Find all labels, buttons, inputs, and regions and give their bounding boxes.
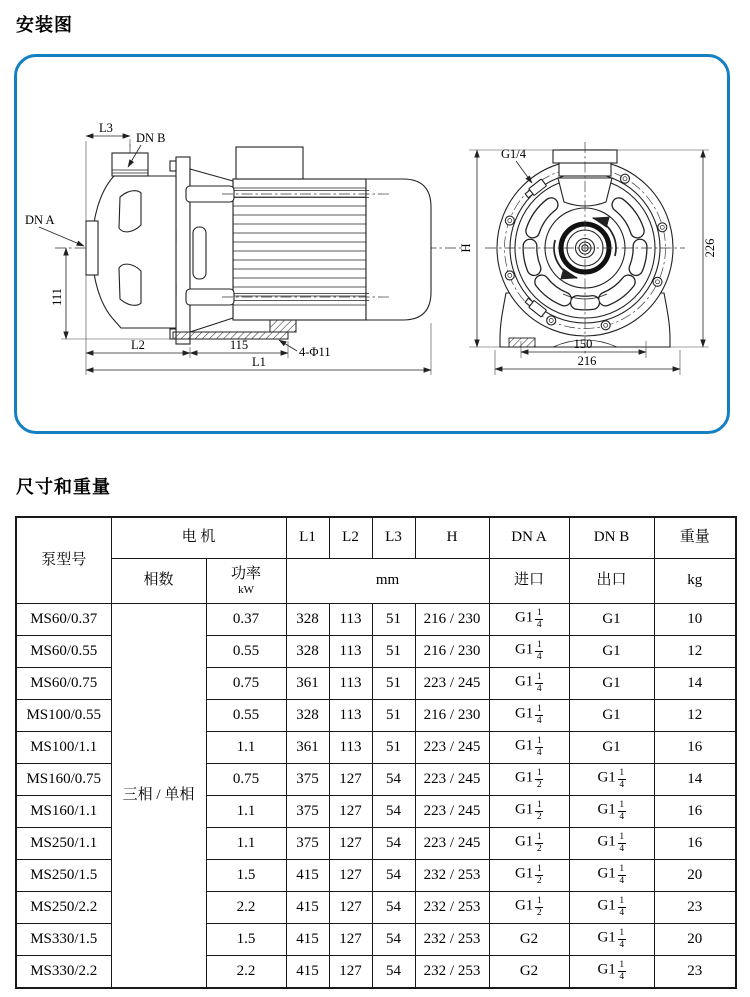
cell-l2: 127: [329, 764, 372, 796]
col-dn-b: DN B: [569, 517, 654, 559]
cell-h: 232 / 253: [415, 924, 489, 956]
cell-dn_a: G1 $\frac{1}{2}$: [489, 860, 569, 892]
dim-dna-label: DN A: [25, 213, 55, 227]
cell-weight: 23: [654, 956, 736, 989]
cell-dn_b: G1 $\frac{1}{4}$: [569, 764, 654, 796]
cell-l3: 51: [372, 636, 415, 668]
col-kg: kg: [654, 559, 736, 604]
power-label: 功率: [231, 566, 262, 583]
cell-dn_b: G1 $\frac{1}{4}$: [569, 796, 654, 828]
cell-power: 1.1: [206, 828, 286, 860]
cell-weight: 12: [654, 636, 736, 668]
cell-weight: 23: [654, 892, 736, 924]
dim-l3-label: L3: [99, 121, 113, 135]
dim-g14-label: G1/4: [501, 147, 526, 161]
cell-weight: 14: [654, 668, 736, 700]
cell-dn_a: G1 $\frac{1}{4}$: [489, 668, 569, 700]
dimensions-title: 尺寸和重量: [16, 477, 111, 497]
dim-226-label: 226: [703, 238, 717, 258]
installation-diagram-panel: [14, 54, 730, 434]
cell-l3: 54: [372, 764, 415, 796]
cell-h: 232 / 253: [415, 892, 489, 924]
terminal-box: [236, 147, 303, 179]
cell-dn_a: G1 $\frac{1}{4}$: [489, 636, 569, 668]
cell-dn_b: G1 $\frac{1}{4}$: [569, 860, 654, 892]
cell-power: 1.1: [206, 796, 286, 828]
dim-111-label: 111: [50, 288, 64, 306]
cell-power: 2.2: [206, 956, 286, 989]
cell-weight: 12: [654, 700, 736, 732]
cell-l3: 54: [372, 892, 415, 924]
cell-l1: 328: [286, 636, 329, 668]
cell-model: MS160/0.75: [16, 764, 111, 796]
cell-phase-merged: 三相 / 单相: [111, 604, 206, 989]
cell-weight: 16: [654, 732, 736, 764]
cell-weight: 16: [654, 796, 736, 828]
cell-l3: 51: [372, 604, 415, 636]
cell-l1: 415: [286, 956, 329, 989]
cell-dn_a: G2: [489, 924, 569, 956]
cell-power: 1.1: [206, 732, 286, 764]
cell-dn_b: G1: [569, 636, 654, 668]
cell-l1: 415: [286, 892, 329, 924]
cell-dn_a: G1 $\frac{1}{4}$: [489, 604, 569, 636]
cell-l1: 361: [286, 732, 329, 764]
cell-dn_a: G1 $\frac{1}{2}$: [489, 828, 569, 860]
cell-power: 0.75: [206, 764, 286, 796]
cell-l1: 375: [286, 796, 329, 828]
cell-l3: 51: [372, 668, 415, 700]
cell-l2: 127: [329, 860, 372, 892]
cell-h: 223 / 245: [415, 764, 489, 796]
table-row: [16, 604, 736, 636]
cell-power: 0.75: [206, 668, 286, 700]
cell-l2: 127: [329, 828, 372, 860]
cell-power: 0.55: [206, 636, 286, 668]
cell-l3: 51: [372, 732, 415, 764]
cell-power: 0.37: [206, 604, 286, 636]
installation-title: 安装图: [16, 15, 73, 35]
col-l2: L2: [329, 517, 372, 559]
dim-holes-label: 4-Φ11: [299, 345, 331, 359]
cell-weight: 20: [654, 924, 736, 956]
discharge-port: [112, 153, 148, 176]
cell-dn_b: G1: [569, 700, 654, 732]
col-l3: L3: [372, 517, 415, 559]
col-power: [206, 559, 286, 604]
spec-table: [15, 516, 737, 989]
col-l1: L1: [286, 517, 329, 559]
cell-dn_b: G1 $\frac{1}{4}$: [569, 956, 654, 989]
col-dn-a: DN A: [489, 517, 569, 559]
cell-dn_b: G1 $\frac{1}{4}$: [569, 828, 654, 860]
dim-h-label: H: [459, 243, 473, 253]
col-weight: 重量: [654, 517, 736, 559]
dim-115-label: 115: [229, 338, 249, 352]
dim-216-label: 216: [577, 354, 597, 368]
cell-dn_b: G1: [569, 668, 654, 700]
cell-l3: 54: [372, 796, 415, 828]
col-pump-model: 泵型号: [16, 517, 111, 604]
cell-l2: 127: [329, 796, 372, 828]
cell-l2: 113: [329, 732, 372, 764]
cell-l3: 54: [372, 828, 415, 860]
col-phase: 相数: [111, 559, 206, 604]
cell-weight: 14: [654, 764, 736, 796]
cell-l2: 127: [329, 892, 372, 924]
cell-dn_b: G1: [569, 732, 654, 764]
cell-l3: 54: [372, 956, 415, 989]
cell-l1: 328: [286, 700, 329, 732]
suction-flange: [86, 221, 98, 275]
cell-h: 216 / 230: [415, 636, 489, 668]
cell-h: 232 / 253: [415, 860, 489, 892]
cell-l2: 113: [329, 636, 372, 668]
dim-dnb-label: DN B: [136, 131, 166, 145]
cell-l2: 127: [329, 924, 372, 956]
cell-power: 1.5: [206, 860, 286, 892]
pump-front-view: [459, 142, 717, 375]
cell-h: 216 / 230: [415, 700, 489, 732]
cell-model: MS160/1.1: [16, 796, 111, 828]
spec-table-body: [16, 604, 736, 989]
cell-dn_a: G2: [489, 956, 569, 989]
cell-weight: 20: [654, 860, 736, 892]
cell-model: MS100/1.1: [16, 732, 111, 764]
cell-l1: 328: [286, 604, 329, 636]
cell-dn_b: G1: [569, 604, 654, 636]
cell-l2: 127: [329, 956, 372, 989]
cell-model: MS330/2.2: [16, 956, 111, 989]
cell-l1: 375: [286, 764, 329, 796]
col-mm: mm: [286, 559, 489, 604]
col-outlet: 出口: [569, 559, 654, 604]
cell-l1: 415: [286, 860, 329, 892]
cell-l2: 113: [329, 700, 372, 732]
cell-power: 2.2: [206, 892, 286, 924]
cell-model: MS250/2.2: [16, 892, 111, 924]
cell-model: MS330/1.5: [16, 924, 111, 956]
cell-dn_a: G1 $\frac{1}{4}$: [489, 732, 569, 764]
col-inlet: 进口: [489, 559, 569, 604]
header-row-1: [16, 517, 736, 559]
cell-l3: 51: [372, 700, 415, 732]
dim-150-label: 150: [573, 337, 593, 351]
cell-dn_a: G1 $\frac{1}{2}$: [489, 764, 569, 796]
cell-h: 232 / 253: [415, 956, 489, 989]
cell-dn_a: G1 $\frac{1}{2}$: [489, 892, 569, 924]
power-unit-label: kW: [238, 583, 254, 596]
dim-l2-label: L2: [131, 338, 145, 352]
cell-power: 1.5: [206, 924, 286, 956]
col-motor: 电 机: [111, 517, 286, 559]
cell-weight: 10: [654, 604, 736, 636]
cell-model: MS60/0.75: [16, 668, 111, 700]
cell-l1: 375: [286, 828, 329, 860]
cell-h: 223 / 245: [415, 796, 489, 828]
cell-l1: 361: [286, 668, 329, 700]
header-row-2: [16, 559, 736, 604]
cell-model: MS250/1.1: [16, 828, 111, 860]
cell-power: 0.55: [206, 700, 286, 732]
col-h: H: [415, 517, 489, 559]
cell-l3: 54: [372, 924, 415, 956]
cell-l2: 113: [329, 604, 372, 636]
cell-dn_b: G1 $\frac{1}{4}$: [569, 892, 654, 924]
cell-h: 223 / 245: [415, 668, 489, 700]
cell-l1: 415: [286, 924, 329, 956]
cell-h: 223 / 245: [415, 732, 489, 764]
cell-dn_a: G1 $\frac{1}{2}$: [489, 796, 569, 828]
cell-l2: 113: [329, 668, 372, 700]
cell-model: MS60/0.37: [16, 604, 111, 636]
dim-l1-label: L1: [252, 355, 266, 369]
cell-h: 223 / 245: [415, 828, 489, 860]
cell-weight: 16: [654, 828, 736, 860]
cell-model: MS250/1.5: [16, 860, 111, 892]
cell-dn_a: G1 $\frac{1}{4}$: [489, 700, 569, 732]
cell-h: 216 / 230: [415, 604, 489, 636]
pump-side-view: [25, 121, 463, 375]
cell-dn_b: G1 $\frac{1}{4}$: [569, 924, 654, 956]
cell-model: MS60/0.55: [16, 636, 111, 668]
pump-technical-drawing: [17, 57, 727, 431]
cell-l3: 54: [372, 860, 415, 892]
cell-model: MS100/0.55: [16, 700, 111, 732]
